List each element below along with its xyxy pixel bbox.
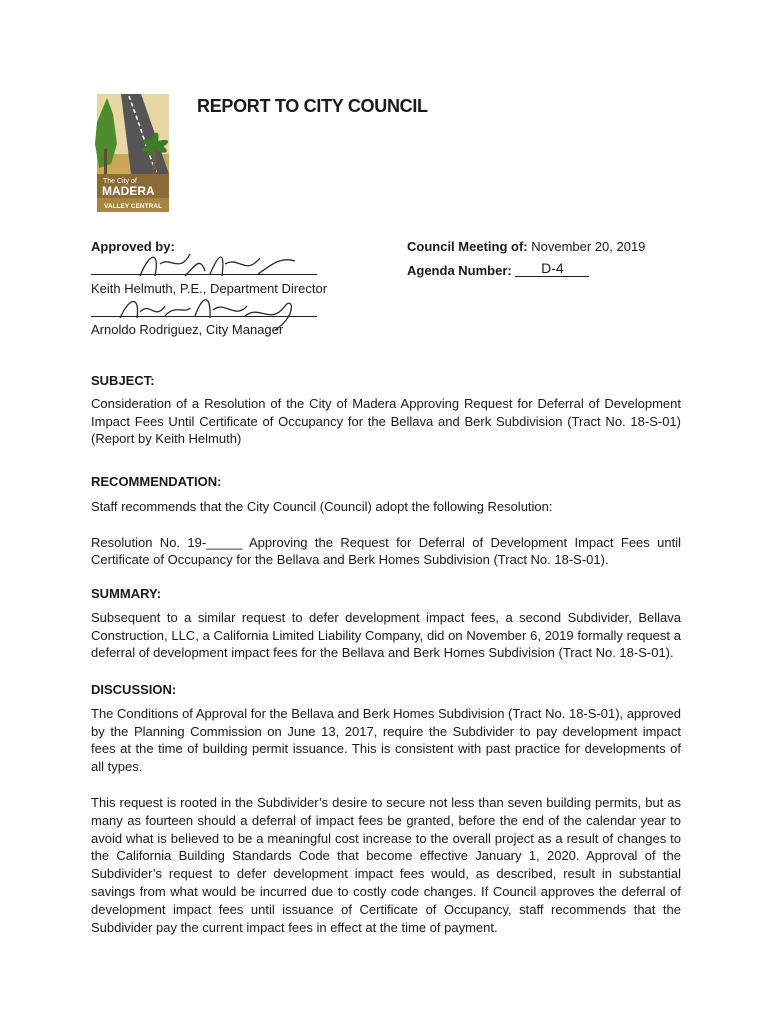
- discussion-paragraph-1: The Conditions of Approval for the Bellava and Berk Homes Subdivision (Tract No. 18-S-01), approved by the Planning Commission on June 13, 2017, require the Subdivider to pay development impact fees at the time of building permit issuance. This is consistent with past practice for developments of all types.: [91, 705, 681, 775]
- recommendation-heading: RECOMMENDATION:: [91, 474, 222, 489]
- discussion-paragraph-2: This request is rooted in the Subdivider’s desire to secure not less than seven building permits, but as many as fourteen should a deferral of impact fees be granted, before the end of the calendar year to avoid what is believed to be a meaningful cost increase to the overall project as a result of changes to the California Building Standards Code that become effective January 1, 2020. Approval of the Subdivider’s request to defer development impact fees would, as described, result in substantial savings from what would be incurred due to costly code changes. If Council approves the deferral of development impact fees until issuance of Certificate of Occupancy, staff recommends that the Subdivider pay the current impact fees in effect at the time of payment.: [91, 794, 681, 935]
- signer-2-name: Arnoldo Rodriguez, City Manager: [91, 322, 284, 337]
- council-meeting-info: [407, 239, 645, 254]
- agenda-number-label: Agenda Number:: [407, 263, 512, 278]
- summary-heading: SUMMARY:: [91, 586, 162, 601]
- approved-by-label: Approved by:: [91, 239, 175, 254]
- logo-text-madera: MADERA: [102, 184, 155, 198]
- page-title: REPORT TO CITY COUNCIL: [197, 96, 428, 116]
- agenda-number-value: D-4: [515, 260, 589, 277]
- resolution-text: Resolution No. 19-_____ Approving the Request for Deferral of Development Impact Fees until Certificate of Occupancy for the Bellava and Berk Homes Subdivision (Tract No. 18-S-01).: [91, 534, 681, 568]
- signature-line-2: [91, 316, 317, 317]
- logo-text-valley-central: VALLEY CENTRAL: [104, 203, 162, 210]
- subject-section: [91, 372, 681, 448]
- subject-text: Consideration of a Resolution of the City of Madera Approving Request for Deferral of Development Impact Fees Until Certificate of Occupancy for the Bellava and Berk Subdivision (Tract No. 18-S-01) (Report by Keith Helmuth): [91, 395, 681, 447]
- recommendation-text: Staff recommends that the City Council (Council) adopt the following Resolution:: [91, 498, 553, 514]
- council-meeting-date: November 20, 2019: [531, 239, 646, 254]
- summary-section: [91, 585, 681, 662]
- city-of-madera-logo: [91, 94, 171, 212]
- signature-line-1: [91, 274, 317, 275]
- logo-text-the-city-of: The City of: [103, 178, 137, 185]
- subject-heading: SUBJECT:: [91, 373, 155, 388]
- discussion-heading: DISCUSSION:: [91, 682, 177, 697]
- recommendation-section: [91, 473, 681, 569]
- council-meeting-label: Council Meeting of:: [407, 239, 528, 254]
- discussion-section: [91, 681, 681, 936]
- signature-keith-helmuth: [130, 246, 300, 286]
- summary-text: Subsequent to a similar request to defer development impact fees, a second Subdivider, Bellava Construction, LLC, a California Limited Liability Company, did on November 6, 2019 formally request a deferral of development impact fees for the Bellava and Berk Homes Subdivision (Tract No. 18-S-01).: [91, 609, 681, 661]
- agenda-number-info: [407, 262, 589, 279]
- signer-1-name: Keith Helmuth, P.E., Department Director: [91, 281, 328, 296]
